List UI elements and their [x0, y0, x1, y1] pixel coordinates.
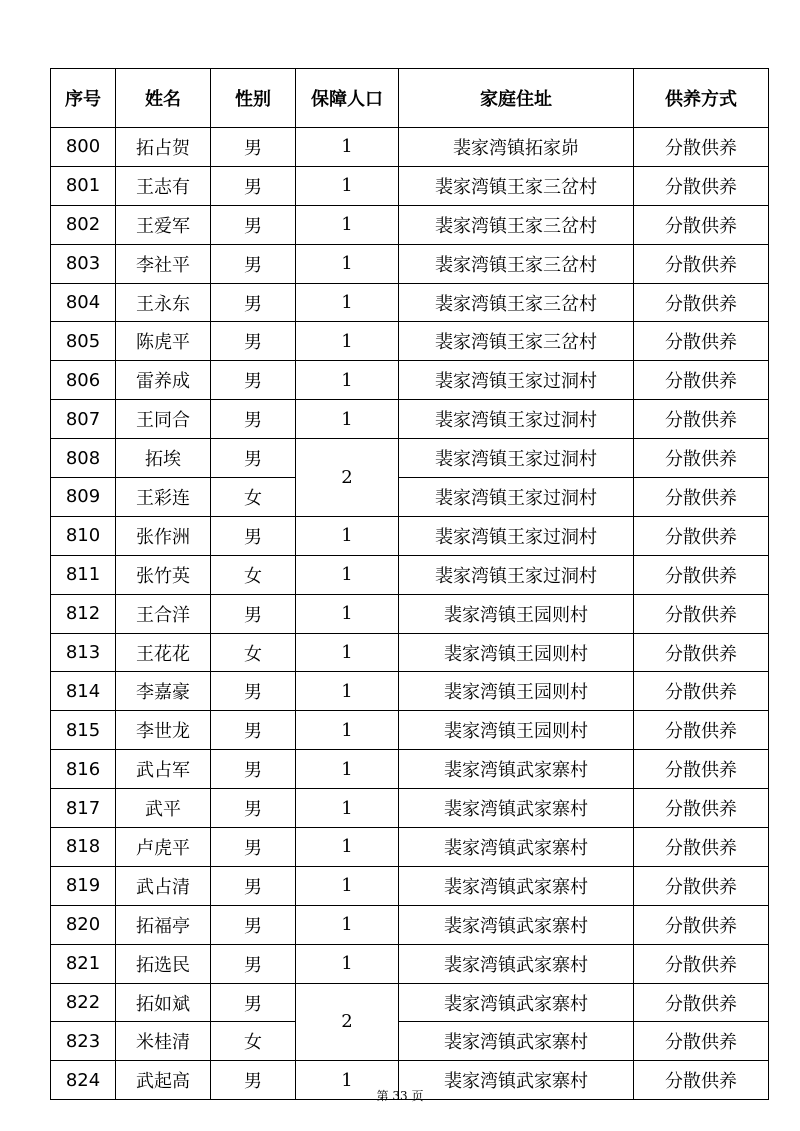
- cell-address: 裴家湾镇王家过洞村: [399, 361, 634, 400]
- cell-support: 分散供养: [634, 944, 769, 983]
- cell-gender: 女: [211, 1022, 296, 1061]
- table-row: [51, 400, 769, 439]
- cell-count: 2: [296, 983, 399, 1061]
- cell-count: 1: [296, 166, 399, 205]
- cell-name: 王爱军: [116, 205, 211, 244]
- cell-seq: 821: [51, 944, 116, 983]
- cell-count: 1: [296, 633, 399, 672]
- col-header-address: 家庭住址: [399, 69, 634, 128]
- cell-gender: 女: [211, 478, 296, 517]
- cell-address: 裴家湾镇王家过洞村: [399, 555, 634, 594]
- cell-address: 裴家湾镇王家三岔村: [399, 205, 634, 244]
- cell-gender: 男: [211, 439, 296, 478]
- cell-count: 1: [296, 905, 399, 944]
- cell-count: 2: [296, 439, 399, 517]
- table-row: [51, 283, 769, 322]
- cell-count: 1: [296, 789, 399, 828]
- cell-count: 1: [296, 361, 399, 400]
- cell-support: 分散供养: [634, 283, 769, 322]
- cell-count: 1: [296, 1061, 399, 1100]
- cell-gender: 男: [211, 400, 296, 439]
- cell-name: 李社平: [116, 244, 211, 283]
- cell-address: 裴家湾镇武家寨村: [399, 750, 634, 789]
- cell-address: 裴家湾镇武家寨村: [399, 983, 634, 1022]
- cell-name: 王花花: [116, 633, 211, 672]
- table-row: [51, 478, 769, 517]
- cell-gender: 男: [211, 711, 296, 750]
- roster-body: [51, 128, 769, 1100]
- table-row: [51, 711, 769, 750]
- cell-support: 分散供养: [634, 905, 769, 944]
- cell-support: 分散供养: [634, 555, 769, 594]
- table-row: [51, 128, 769, 167]
- cell-seq: 807: [51, 400, 116, 439]
- table-row: [51, 205, 769, 244]
- table-row: [51, 1022, 769, 1061]
- household-roster-table: [50, 68, 769, 1100]
- cell-count: 1: [296, 555, 399, 594]
- cell-name: 王永东: [116, 283, 211, 322]
- cell-name: 张竹英: [116, 555, 211, 594]
- cell-name: 米桂清: [116, 1022, 211, 1061]
- cell-support: 分散供养: [634, 633, 769, 672]
- cell-count: 1: [296, 594, 399, 633]
- cell-gender: 男: [211, 672, 296, 711]
- cell-support: 分散供养: [634, 400, 769, 439]
- table-row: [51, 866, 769, 905]
- table-row: [51, 672, 769, 711]
- table-row: [51, 555, 769, 594]
- cell-name: 拓福亭: [116, 905, 211, 944]
- cell-name: 武占清: [116, 866, 211, 905]
- cell-count: 1: [296, 128, 399, 167]
- cell-support: 分散供养: [634, 711, 769, 750]
- cell-seq: 818: [51, 828, 116, 867]
- header-row: [51, 69, 769, 128]
- cell-seq: 809: [51, 478, 116, 517]
- cell-seq: 819: [51, 866, 116, 905]
- cell-gender: 男: [211, 361, 296, 400]
- table-row: [51, 905, 769, 944]
- cell-support: 分散供养: [634, 322, 769, 361]
- table-row: [51, 828, 769, 867]
- cell-gender: 男: [211, 828, 296, 867]
- cell-support: 分散供养: [634, 866, 769, 905]
- cell-support: 分散供养: [634, 128, 769, 167]
- cell-count: 1: [296, 400, 399, 439]
- cell-address: 裴家湾镇王园则村: [399, 633, 634, 672]
- cell-gender: 男: [211, 322, 296, 361]
- cell-address: 裴家湾镇王园则村: [399, 711, 634, 750]
- cell-address: 裴家湾镇王家过洞村: [399, 478, 634, 517]
- cell-name: 李世龙: [116, 711, 211, 750]
- cell-gender: 男: [211, 983, 296, 1022]
- cell-count: 1: [296, 866, 399, 905]
- cell-name: 武起高: [116, 1061, 211, 1100]
- cell-count: 1: [296, 828, 399, 867]
- cell-gender: 男: [211, 1061, 296, 1100]
- table-row: [51, 439, 769, 478]
- cell-seq: 814: [51, 672, 116, 711]
- cell-seq: 802: [51, 205, 116, 244]
- cell-name: 王合洋: [116, 594, 211, 633]
- cell-count: 1: [296, 322, 399, 361]
- cell-address: 裴家湾镇武家寨村: [399, 905, 634, 944]
- cell-support: 分散供养: [634, 516, 769, 555]
- col-header-support: 供养方式: [634, 69, 769, 128]
- cell-support: 分散供养: [634, 672, 769, 711]
- cell-support: 分散供养: [634, 439, 769, 478]
- cell-address: 裴家湾镇王家过洞村: [399, 400, 634, 439]
- cell-seq: 804: [51, 283, 116, 322]
- cell-gender: 女: [211, 633, 296, 672]
- cell-seq: 813: [51, 633, 116, 672]
- cell-name: 拓如斌: [116, 983, 211, 1022]
- cell-name: 张作洲: [116, 516, 211, 555]
- cell-address: 裴家湾镇武家寨村: [399, 789, 634, 828]
- cell-support: 分散供养: [634, 789, 769, 828]
- table-row: [51, 516, 769, 555]
- cell-address: 裴家湾镇武家寨村: [399, 866, 634, 905]
- cell-count: 1: [296, 711, 399, 750]
- cell-support: 分散供养: [634, 166, 769, 205]
- cell-address: 裴家湾镇武家寨村: [399, 944, 634, 983]
- cell-gender: 男: [211, 128, 296, 167]
- cell-seq: 812: [51, 594, 116, 633]
- cell-support: 分散供养: [634, 1061, 769, 1100]
- cell-count: 1: [296, 244, 399, 283]
- cell-address: 裴家湾镇王家过洞村: [399, 439, 634, 478]
- col-header-gender: 性别: [211, 69, 296, 128]
- cell-count: 1: [296, 283, 399, 322]
- cell-seq: 824: [51, 1061, 116, 1100]
- table-row: [51, 944, 769, 983]
- table-row: [51, 244, 769, 283]
- table-row: [51, 166, 769, 205]
- cell-name: 王同合: [116, 400, 211, 439]
- cell-gender: 男: [211, 594, 296, 633]
- cell-seq: 801: [51, 166, 116, 205]
- cell-address: 裴家湾镇武家寨村: [399, 1022, 634, 1061]
- cell-name: 武占军: [116, 750, 211, 789]
- cell-support: 分散供养: [634, 478, 769, 517]
- cell-name: 拓占贺: [116, 128, 211, 167]
- cell-support: 分散供养: [634, 828, 769, 867]
- cell-address: 裴家湾镇王家过洞村: [399, 516, 634, 555]
- cell-support: 分散供养: [634, 983, 769, 1022]
- cell-seq: 808: [51, 439, 116, 478]
- cell-support: 分散供养: [634, 750, 769, 789]
- table-row: [51, 789, 769, 828]
- cell-name: 武平: [116, 789, 211, 828]
- table-row: [51, 594, 769, 633]
- cell-count: 1: [296, 205, 399, 244]
- cell-support: 分散供养: [634, 1022, 769, 1061]
- cell-name: 陈虎平: [116, 322, 211, 361]
- cell-name: 王彩连: [116, 478, 211, 517]
- cell-count: 1: [296, 750, 399, 789]
- cell-address: 裴家湾镇拓家峁: [399, 128, 634, 167]
- page-number: 第 33 页: [376, 1089, 424, 1103]
- cell-gender: 男: [211, 944, 296, 983]
- cell-count: 1: [296, 516, 399, 555]
- cell-address: 裴家湾镇王家三岔村: [399, 283, 634, 322]
- cell-support: 分散供养: [634, 361, 769, 400]
- cell-gender: 男: [211, 516, 296, 555]
- col-header-seq: 序号: [51, 69, 116, 128]
- table-row: [51, 633, 769, 672]
- cell-seq: 822: [51, 983, 116, 1022]
- cell-support: 分散供养: [634, 594, 769, 633]
- cell-seq: 806: [51, 361, 116, 400]
- cell-support: 分散供养: [634, 244, 769, 283]
- cell-name: 王志有: [116, 166, 211, 205]
- cell-gender: 男: [211, 905, 296, 944]
- cell-address: 裴家湾镇王家三岔村: [399, 166, 634, 205]
- cell-count: 1: [296, 672, 399, 711]
- cell-gender: 男: [211, 166, 296, 205]
- cell-address: 裴家湾镇王家三岔村: [399, 322, 634, 361]
- cell-seq: 811: [51, 555, 116, 594]
- cell-gender: 男: [211, 205, 296, 244]
- cell-seq: 817: [51, 789, 116, 828]
- cell-seq: 805: [51, 322, 116, 361]
- cell-gender: 男: [211, 283, 296, 322]
- cell-seq: 810: [51, 516, 116, 555]
- col-header-name: 姓名: [116, 69, 211, 128]
- cell-address: 裴家湾镇武家寨村: [399, 1061, 634, 1100]
- cell-name: 李嘉豪: [116, 672, 211, 711]
- cell-name: 卢虎平: [116, 828, 211, 867]
- cell-count: 1: [296, 944, 399, 983]
- col-header-count: 保障人口: [296, 69, 399, 128]
- cell-support: 分散供养: [634, 205, 769, 244]
- table-row: [51, 983, 769, 1022]
- cell-address: 裴家湾镇王家三岔村: [399, 244, 634, 283]
- cell-gender: 女: [211, 555, 296, 594]
- cell-seq: 816: [51, 750, 116, 789]
- cell-gender: 男: [211, 789, 296, 828]
- table-row: [51, 322, 769, 361]
- table-row: [51, 750, 769, 789]
- cell-seq: 823: [51, 1022, 116, 1061]
- cell-seq: 800: [51, 128, 116, 167]
- cell-address: 裴家湾镇王园则村: [399, 672, 634, 711]
- cell-gender: 男: [211, 244, 296, 283]
- cell-gender: 男: [211, 866, 296, 905]
- cell-address: 裴家湾镇武家寨村: [399, 828, 634, 867]
- cell-name: 拓埃: [116, 439, 211, 478]
- cell-seq: 815: [51, 711, 116, 750]
- table-row: [51, 361, 769, 400]
- cell-seq: 803: [51, 244, 116, 283]
- cell-name: 拓选民: [116, 944, 211, 983]
- cell-gender: 男: [211, 750, 296, 789]
- cell-address: 裴家湾镇王园则村: [399, 594, 634, 633]
- cell-name: 雷养成: [116, 361, 211, 400]
- cell-seq: 820: [51, 905, 116, 944]
